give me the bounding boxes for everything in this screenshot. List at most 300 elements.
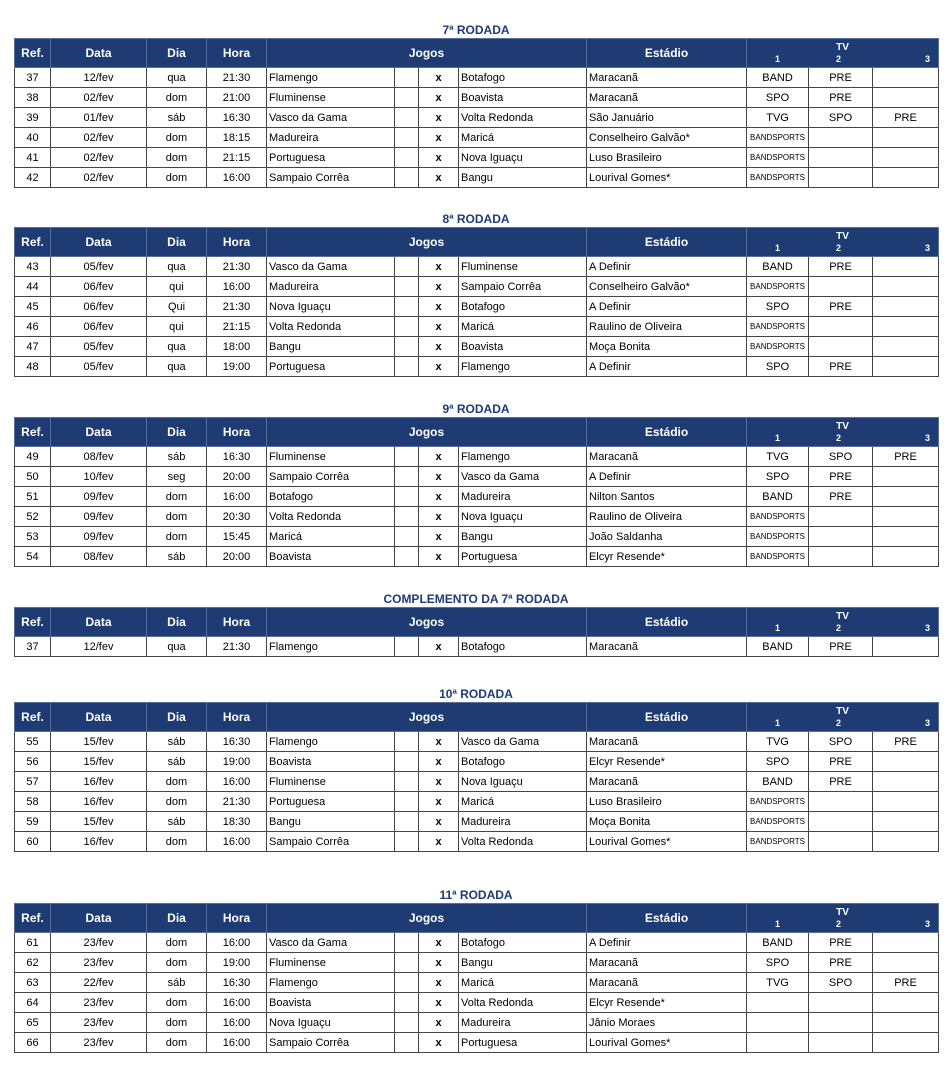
cell-ref: 62 [15,953,51,973]
table-row [15,792,939,812]
cell-ref: 48 [15,357,51,377]
cell-data: 06/fev [51,277,147,297]
cell-spacer [395,527,419,547]
cell-away-team: Nova Iguaçu [459,507,587,527]
header-tv-2: 2 [836,718,842,728]
cell-ref: 39 [15,108,51,128]
cell-home-team: Madureira [267,128,395,148]
cell-hora: 21:00 [207,88,267,108]
round-section [14,211,938,377]
header-data: Data [51,418,147,447]
cell-tv-1: BANDSPORTS [747,317,809,337]
cell-data: 12/fev [51,637,147,657]
cell-ref: 37 [15,68,51,88]
table-row [15,507,939,527]
table-row [15,527,939,547]
cell-spacer [395,772,419,792]
cell-hora: 16:30 [207,732,267,752]
header-ref: Ref. [15,608,51,637]
cell-tv-2: SPO [809,973,873,993]
cell-tv-3 [873,1033,939,1053]
cell-dia: sáb [147,812,207,832]
cell-data: 10/fev [51,467,147,487]
cell-away-team: Fluminense [459,257,587,277]
cell-spacer [395,297,419,317]
cell-tv-2: PRE [809,68,873,88]
cell-stadium: Conselheiro Galvão* [587,277,747,297]
cell-versus: x [419,148,459,168]
cell-versus: x [419,993,459,1013]
cell-ref: 61 [15,933,51,953]
cell-dia: sáb [147,547,207,567]
header-tv [747,39,939,68]
cell-away-team: Flamengo [459,447,587,467]
cell-stadium: Raulino de Oliveira [587,507,747,527]
round-title: 11ª RODADA [439,888,513,902]
cell-tv-1: TVG [747,447,809,467]
cell-ref: 64 [15,993,51,1013]
cell-home-team: Flamengo [267,637,395,657]
cell-tv-1: BAND [747,772,809,792]
cell-tv-1: BAND [747,68,809,88]
cell-dia: sáb [147,108,207,128]
cell-spacer [395,973,419,993]
cell-versus: x [419,732,459,752]
cell-tv-3 [873,527,939,547]
cell-hora: 21:30 [207,297,267,317]
cell-data: 16/fev [51,832,147,852]
cell-stadium: Elcyr Resende* [587,993,747,1013]
cell-hora: 16:00 [207,993,267,1013]
cell-dia: dom [147,953,207,973]
cell-data: 02/fev [51,168,147,188]
header-tv-2: 2 [836,623,842,633]
cell-stadium: A Definir [587,933,747,953]
cell-tv-3 [873,933,939,953]
table-row [15,487,939,507]
cell-stadium: Maracanã [587,447,747,467]
cell-tv-1: BANDSPORTS [747,527,809,547]
cell-away-team: Portuguesa [459,1033,587,1053]
cell-tv-1: SPO [747,953,809,973]
table-row [15,732,939,752]
table-row [15,812,939,832]
cell-data: 02/fev [51,128,147,148]
cell-tv-1 [747,1013,809,1033]
cell-tv-2 [809,547,873,567]
cell-tv-3: PRE [873,447,939,467]
cell-away-team: Maricá [459,128,587,148]
header-tv [747,608,939,637]
cell-tv-1: SPO [747,88,809,108]
cell-ref: 58 [15,792,51,812]
cell-data: 09/fev [51,527,147,547]
cell-away-team: Bangu [459,168,587,188]
cell-versus: x [419,88,459,108]
cell-home-team: Sampaio Corrêa [267,467,395,487]
round-title: 9ª RODADA [442,402,510,416]
cell-dia: qua [147,337,207,357]
cell-data: 08/fev [51,447,147,467]
cell-versus: x [419,108,459,128]
cell-tv-2: PRE [809,487,873,507]
header-jogos: Jogos [267,228,587,257]
cell-tv-2: PRE [809,953,873,973]
header-row [15,904,939,933]
cell-versus: x [419,128,459,148]
table-row [15,933,939,953]
cell-data: 23/fev [51,993,147,1013]
cell-spacer [395,467,419,487]
header-tv-label: TV [836,907,849,918]
cell-ref: 57 [15,772,51,792]
cell-spacer [395,148,419,168]
header-tv [747,228,939,257]
cell-dia: dom [147,772,207,792]
cell-stadium: Lourival Gomes* [587,1033,747,1053]
header-hora: Hora [207,418,267,447]
cell-tv-1: BANDSPORTS [747,337,809,357]
cell-tv-2 [809,832,873,852]
table-row [15,108,939,128]
header-dia: Dia [147,228,207,257]
table-row [15,337,939,357]
cell-hora: 19:00 [207,752,267,772]
cell-versus: x [419,547,459,567]
cell-tv-1: BANDSPORTS [747,168,809,188]
cell-spacer [395,108,419,128]
cell-tv-3 [873,337,939,357]
cell-data: 23/fev [51,1033,147,1053]
cell-versus: x [419,68,459,88]
cell-data: 02/fev [51,148,147,168]
cell-spacer [395,277,419,297]
cell-ref: 38 [15,88,51,108]
cell-ref: 60 [15,832,51,852]
cell-tv-1: BANDSPORTS [747,277,809,297]
cell-dia: dom [147,128,207,148]
cell-tv-2 [809,507,873,527]
cell-data: 23/fev [51,953,147,973]
cell-tv-2 [809,812,873,832]
cell-hora: 20:00 [207,547,267,567]
header-tv-1: 1 [775,243,781,253]
cell-away-team: Bangu [459,527,587,547]
cell-ref: 56 [15,752,51,772]
cell-dia: qui [147,277,207,297]
round-table [14,417,939,567]
cell-tv-1: BANDSPORTS [747,148,809,168]
cell-data: 08/fev [51,547,147,567]
cell-spacer [395,1033,419,1053]
cell-tv-1: SPO [747,297,809,317]
cell-tv-1: TVG [747,732,809,752]
cell-away-team: Portuguesa [459,547,587,567]
cell-tv-3 [873,953,939,973]
cell-spacer [395,812,419,832]
cell-hora: 15:45 [207,527,267,547]
header-jogos: Jogos [267,608,587,637]
round-table [14,38,939,188]
cell-spacer [395,357,419,377]
cell-tv-3 [873,487,939,507]
cell-dia: dom [147,792,207,812]
cell-tv-3 [873,257,939,277]
header-hora: Hora [207,228,267,257]
cell-stadium: Moça Bonita [587,812,747,832]
header-data: Data [51,608,147,637]
cell-spacer [395,507,419,527]
cell-tv-1: BAND [747,933,809,953]
cell-hora: 21:30 [207,637,267,657]
cell-stadium: Lourival Gomes* [587,168,747,188]
cell-dia: dom [147,507,207,527]
cell-data: 15/fev [51,752,147,772]
header-hora: Hora [207,608,267,637]
cell-tv-1: SPO [747,752,809,772]
cell-ref: 52 [15,507,51,527]
cell-dia: sáb [147,973,207,993]
cell-dia: qua [147,357,207,377]
cell-tv-2 [809,277,873,297]
cell-tv-3 [873,547,939,567]
cell-away-team: Boavista [459,337,587,357]
cell-away-team: Madureira [459,487,587,507]
cell-tv-1: BANDSPORTS [747,507,809,527]
table-row [15,637,939,657]
cell-dia: dom [147,88,207,108]
header-data: Data [51,904,147,933]
cell-spacer [395,993,419,1013]
cell-spacer [395,732,419,752]
cell-ref: 63 [15,973,51,993]
header-row [15,418,939,447]
cell-home-team: Vasco da Gama [267,108,395,128]
cell-versus: x [419,772,459,792]
table-row [15,953,939,973]
cell-tv-3: PRE [873,108,939,128]
cell-ref: 53 [15,527,51,547]
cell-spacer [395,832,419,852]
cell-versus: x [419,507,459,527]
cell-data: 12/fev [51,68,147,88]
table-row [15,1033,939,1053]
cell-tv-3 [873,128,939,148]
cell-home-team: Bangu [267,812,395,832]
cell-tv-3 [873,317,939,337]
table-row [15,993,939,1013]
cell-versus: x [419,953,459,973]
cell-ref: 65 [15,1013,51,1033]
round-section [14,591,938,657]
cell-stadium: Luso Brasileiro [587,792,747,812]
header-dia: Dia [147,418,207,447]
header-hora: Hora [207,703,267,732]
cell-ref: 42 [15,168,51,188]
cell-tv-2: PRE [809,88,873,108]
cell-home-team: Boavista [267,993,395,1013]
cell-tv-2 [809,1033,873,1053]
header-ref: Ref. [15,39,51,68]
cell-stadium: Maracanã [587,732,747,752]
cell-tv-1: BANDSPORTS [747,128,809,148]
round-section [14,686,938,852]
cell-home-team: Flamengo [267,973,395,993]
header-hora: Hora [207,904,267,933]
cell-tv-1: TVG [747,108,809,128]
cell-data: 05/fev [51,357,147,377]
cell-away-team: Nova Iguaçu [459,148,587,168]
cell-versus: x [419,527,459,547]
cell-tv-3 [873,772,939,792]
cell-spacer [395,637,419,657]
cell-home-team: Madureira [267,277,395,297]
round-section [14,401,938,567]
header-tv-2: 2 [836,919,842,929]
cell-dia: dom [147,832,207,852]
cell-tv-1: TVG [747,973,809,993]
cell-hora: 16:30 [207,108,267,128]
header-tv-2: 2 [836,433,842,443]
cell-tv-3 [873,792,939,812]
cell-stadium: A Definir [587,467,747,487]
header-dia: Dia [147,608,207,637]
cell-ref: 51 [15,487,51,507]
cell-away-team: Madureira [459,812,587,832]
cell-home-team: Fluminense [267,953,395,973]
cell-stadium: Raulino de Oliveira [587,317,747,337]
cell-ref: 41 [15,148,51,168]
cell-data: 09/fev [51,507,147,527]
cell-ref: 44 [15,277,51,297]
table-row [15,772,939,792]
cell-stadium: Moça Bonita [587,337,747,357]
cell-spacer [395,168,419,188]
cell-stadium: Nilton Santos [587,487,747,507]
cell-ref: 49 [15,447,51,467]
cell-home-team: Portuguesa [267,357,395,377]
cell-away-team: Nova Iguaçu [459,772,587,792]
round-section [14,22,938,188]
cell-home-team: Flamengo [267,68,395,88]
cell-tv-2: PRE [809,297,873,317]
cell-hora: 21:15 [207,317,267,337]
cell-stadium: João Saldanha [587,527,747,547]
cell-dia: dom [147,148,207,168]
header-hora: Hora [207,39,267,68]
cell-away-team: Madureira [459,1013,587,1033]
cell-away-team: Boavista [459,88,587,108]
header-tv-label: TV [836,421,849,432]
table-row [15,317,939,337]
cell-tv-2 [809,168,873,188]
header-tv-label: TV [836,611,849,622]
cell-tv-1: BAND [747,637,809,657]
cell-hora: 16:00 [207,1013,267,1033]
cell-stadium: Lourival Gomes* [587,832,747,852]
header-estadio: Estádio [587,39,747,68]
cell-versus: x [419,752,459,772]
cell-stadium: Maracanã [587,953,747,973]
header-estadio: Estádio [587,703,747,732]
cell-tv-1 [747,1033,809,1053]
cell-hora: 16:30 [207,447,267,467]
header-tv-label: TV [836,42,849,53]
cell-tv-3 [873,168,939,188]
cell-tv-3 [873,812,939,832]
cell-data: 16/fev [51,772,147,792]
cell-dia: qua [147,257,207,277]
header-estadio: Estádio [587,904,747,933]
cell-hora: 16:30 [207,973,267,993]
cell-stadium: Maracanã [587,973,747,993]
cell-versus: x [419,257,459,277]
cell-tv-2: PRE [809,257,873,277]
table-row [15,88,939,108]
cell-data: 23/fev [51,933,147,953]
cell-versus: x [419,447,459,467]
cell-ref: 54 [15,547,51,567]
cell-dia: Qui [147,297,207,317]
cell-spacer [395,447,419,467]
cell-spacer [395,752,419,772]
cell-stadium: A Definir [587,257,747,277]
cell-tv-3 [873,1013,939,1033]
cell-tv-3 [873,148,939,168]
cell-tv-2: SPO [809,108,873,128]
cell-tv-2 [809,792,873,812]
table-row [15,752,939,772]
cell-stadium: Maracanã [587,88,747,108]
cell-dia: dom [147,487,207,507]
cell-data: 06/fev [51,317,147,337]
cell-hora: 16:00 [207,933,267,953]
round-section [14,887,938,1053]
header-jogos: Jogos [267,703,587,732]
cell-stadium: Elcyr Resende* [587,752,747,772]
header-dia: Dia [147,904,207,933]
cell-versus: x [419,973,459,993]
cell-hora: 21:30 [207,792,267,812]
cell-hora: 21:30 [207,68,267,88]
cell-stadium: Luso Brasileiro [587,148,747,168]
cell-versus: x [419,832,459,852]
cell-dia: qua [147,637,207,657]
header-tv-2: 2 [836,243,842,253]
cell-data: 05/fev [51,257,147,277]
header-ref: Ref. [15,228,51,257]
round-table [14,227,939,377]
cell-home-team: Boavista [267,547,395,567]
header-tv-1: 1 [775,433,781,443]
cell-stadium: Elcyr Resende* [587,547,747,567]
header-jogos: Jogos [267,39,587,68]
cell-tv-2 [809,1013,873,1033]
cell-dia: dom [147,933,207,953]
cell-home-team: Maricá [267,527,395,547]
cell-versus: x [419,168,459,188]
cell-away-team: Volta Redonda [459,108,587,128]
header-dia: Dia [147,39,207,68]
table-row [15,447,939,467]
cell-versus: x [419,317,459,337]
cell-away-team: Vasco da Gama [459,467,587,487]
cell-spacer [395,547,419,567]
header-tv-1: 1 [775,919,781,929]
header-estadio: Estádio [587,228,747,257]
cell-ref: 37 [15,637,51,657]
header-tv-2: 2 [836,54,842,64]
